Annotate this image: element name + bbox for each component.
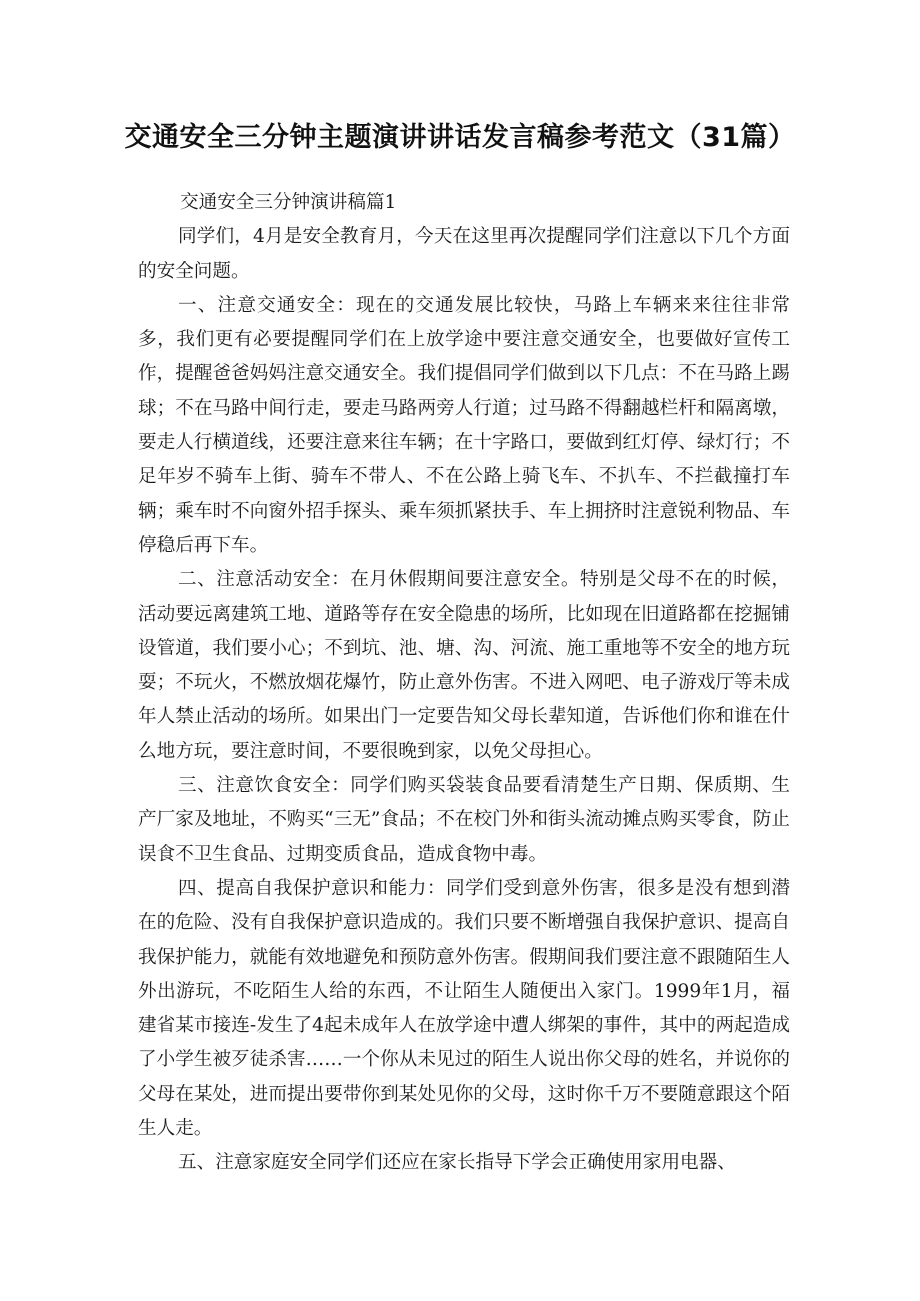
document-title: 交通安全三分钟主题演讲讲话发言稿参考范文（31篇）: [124, 122, 796, 153]
paragraph-home-safety: 五、注意家庭安全同学们还应在家长指导下学会正确使用家用电器、: [178, 1152, 736, 1174]
paragraph-activity-safety: 二、注意活动安全：在月休假期间要注意安全。特别是父母不在的时候，活动要远离建筑工地、道路等存在安全隐患的场所，比如现在旧道路都在挖掘铺设管道，我们要小心；不到坑、池、塘、沟、河流、施工重地等不安全的地方玩耍；不玩火，不燃放烟花爆竹，防止意外伤害。不进入网吧、电子游戏厅等未成年人禁止活动的场所。如果出门一定要告知父母长辈知道，告诉他们你和谁在什么地方玩，要注意时间，不要很晚到家，以免父母担心。: [138, 569, 790, 762]
section-heading: 交通安全三分钟演讲稿篇1: [180, 192, 397, 213]
paragraph-food-safety: 三、注意饮食安全：同学们购买袋装食品要看清楚生产日期、保质期、生产厂家及地址，不购买“三无”食品；不在校门外和街头流动摊点购买零食，防止误食不卫生食品、过期变质食品，造成食物中毒。: [138, 775, 790, 865]
paragraph-self-protection: 四、提高自我保护意识和能力：同学们受到意外伤害，很多是没有想到潜在的危险、没有自我保护意识造成的。我们只要不断增强自我保护意识、提高自我保护能力，就能有效地避免和预防意外伤害。假期间我们要注意不跟随陌生人外出游玩，不吃陌生人给的东西，不让陌生人随便出入家门。1999年1月，福建省某市接连-发生了4起未成年人在放学途中遭人绑架的事件，其中的两起造成了小学生被歹徒杀害……一个你从未见过的陌生人说出你父母的姓名，并说你的父母在某处，进而提出要带你到某处见你的父母，这时你千万不要随意跟这个陌生人走。: [138, 877, 790, 1140]
document-body: [138, 186, 790, 1181]
paragraph-traffic-safety: 一、注意交通安全：现在的交通发展比较快，马路上车辆来来往往非常多，我们更有必要提醒同学们在上放学途中要注意交通安全，也要做好宣传工作，提醒爸爸妈妈注意交通安全。我们提倡同学们做到以下几点：不在马路上踢球；不在马路中间行走，要走马路两旁人行道；过马路不得翻越栏杆和隔离墩，要走人行横道线，还要注意来往车辆；在十字路口，要做到红灯停、绿灯行；不足年岁不骑车上街、骑车不带人、不在公路上骑飞车、不扒车、不拦截撞打车辆；乘车时不向窗外招手探头、乘车须抓紧扶手、车上拥挤时注意锐利物品、车停稳后再下车。: [138, 294, 790, 556]
paragraph-intro: 同学们，4月是安全教育月，今天在这里再次提醒同学们注意以下几个方面的安全问题。: [138, 226, 790, 282]
